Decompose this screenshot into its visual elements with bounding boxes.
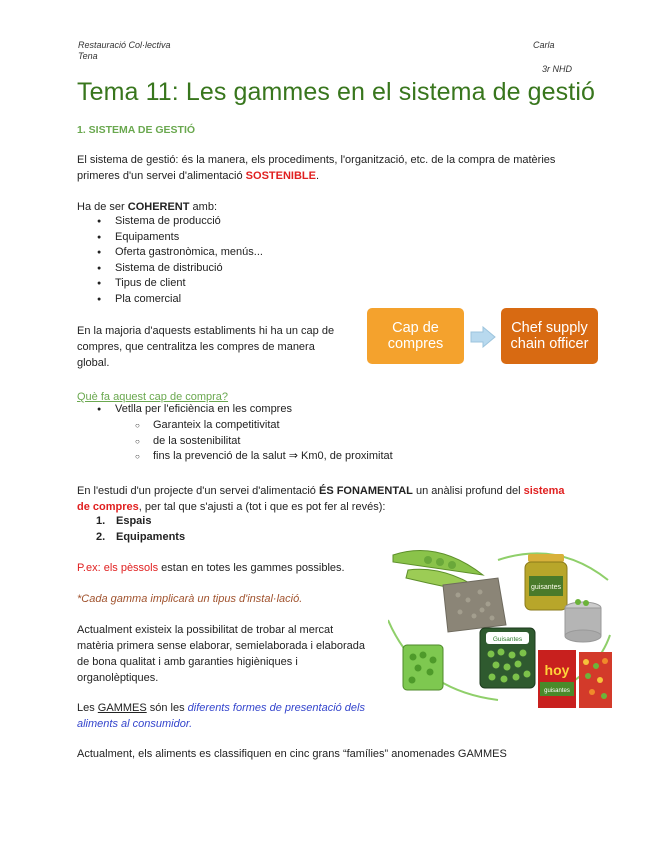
gammes-def: diferents formes de presentació dels aliments al consumidor. <box>77 702 365 730</box>
list-item: ● Equipaments <box>93 230 263 246</box>
intro-text: El sistema de gestió: és la manera, els procediments, l'organització, etc. de la compra de matèries primeres d'un servei d'alimentació <box>77 154 556 182</box>
dried-peas-icon <box>443 578 506 632</box>
list-item <box>96 530 185 546</box>
sistema-compres-highlight: sistema de compres <box>77 485 565 513</box>
chef-supply-box <box>501 308 598 364</box>
gammes-mid: són les <box>146 702 188 714</box>
study-bold: ÉS FONAMENTAL <box>318 485 413 497</box>
gammes-prefix: Les <box>77 702 98 714</box>
note-line: *Cada gamma implicarà un tipus d'instal·lació. <box>77 593 303 605</box>
study-text: En l'estudi d'un projecte d'un servei d'alimentació <box>77 485 319 497</box>
coherent-suffix: amb: <box>189 201 217 213</box>
cap-de-compres-box <box>367 308 464 364</box>
majority-paragraph: En la majoria d'aquests establiments hi ha un cap de compres, que centralitza les compres de manera global. <box>77 325 335 369</box>
subtask-list <box>133 418 393 465</box>
list-item: ● Sistema de producció <box>93 214 263 230</box>
frozen-peas-bag-icon <box>403 645 443 690</box>
coherent-line <box>77 199 217 215</box>
chef-supply-label: Chef supply chain officer <box>510 320 589 352</box>
currently-paragraph: Actualment existeix la possibilitat de trobar al mercat matèria primera sense elaborar, semielaborada i elaborada de bona qualitat i amb garanties higièniques i organolèptiques. <box>77 624 365 684</box>
box-label: guisantes <box>544 688 570 694</box>
study-text-2: un anàlisi profund del <box>412 485 524 497</box>
header-author: Carla <box>533 40 555 50</box>
peas-collage-image <box>388 540 614 710</box>
gammes-definition <box>77 700 372 732</box>
list-item: ● Sistema de distribució <box>93 261 263 277</box>
box-brand: hoy <box>544 662 570 678</box>
study-text-3: , per tal que s'ajusti a (tot i que es pot fer al revés): <box>138 501 386 513</box>
tray-label: Guisantes <box>492 636 523 643</box>
list-item: ○ Garanteix la competitivitat <box>133 418 393 434</box>
jar-label: guisantes <box>531 584 561 591</box>
example-line <box>77 560 345 576</box>
coherent-bold: COHERENT <box>127 201 190 213</box>
coherent-list <box>93 214 263 307</box>
study-paragraph <box>77 483 567 515</box>
example-red: P.ex: els pèssols <box>77 562 159 574</box>
section-heading: 1. SISTEMA DE GESTIÓ <box>77 124 196 136</box>
list-item: ● Tipus de client <box>93 276 263 292</box>
list-item: ● Vetlla per l'eficiència en les compres <box>93 402 292 418</box>
header-unit: Tena <box>78 51 98 61</box>
list-item: ○ de la sostenibilitat <box>133 434 393 450</box>
intro-end: . <box>315 170 320 182</box>
example-text: estan en totes les gammes possibles. <box>158 562 345 574</box>
cap-de-compres-label: Cap de compres <box>387 320 444 352</box>
list-label: Equipaments <box>116 530 186 543</box>
intro-paragraph <box>77 152 557 184</box>
list-item: ○ fins la prevenció de la salut ⇒ Km0, de proximitat <box>133 449 393 465</box>
header-left <box>78 40 171 62</box>
can-icon <box>565 599 601 642</box>
list-item: ● Pla comercial <box>93 292 263 308</box>
jar-icon <box>525 554 567 610</box>
peas-tray-icon <box>480 628 535 688</box>
arrow-icon <box>470 326 496 348</box>
list-item: ● Oferta gastronòmica, menús... <box>93 245 263 261</box>
list-label: Espais <box>116 515 152 527</box>
mixed-vegetables-icon <box>579 652 612 708</box>
coherent-prefix: Ha de ser <box>77 201 128 213</box>
header-group: 3r NHD <box>542 64 573 74</box>
gammes-word: GAMMES <box>97 702 147 714</box>
list-number: 2. <box>96 530 106 543</box>
question-text[interactable]: Què fa aquest cap de compra? <box>77 391 229 403</box>
families-line: Actualment, els aliments es classifiquen en cinc grans “famílies” anomenades GAMMES <box>77 748 507 760</box>
header-course: Restauració Col·lectiva <box>78 40 171 50</box>
peas-box-icon <box>538 650 576 708</box>
list-item <box>96 514 185 530</box>
numbered-list <box>96 514 185 545</box>
list-number: 1. <box>96 515 106 527</box>
page-title: Tema 11: Les gammes en el sistema de gestió <box>77 78 595 106</box>
task-list <box>93 402 292 418</box>
sostenible-highlight: SOSTENIBLE <box>245 170 316 182</box>
